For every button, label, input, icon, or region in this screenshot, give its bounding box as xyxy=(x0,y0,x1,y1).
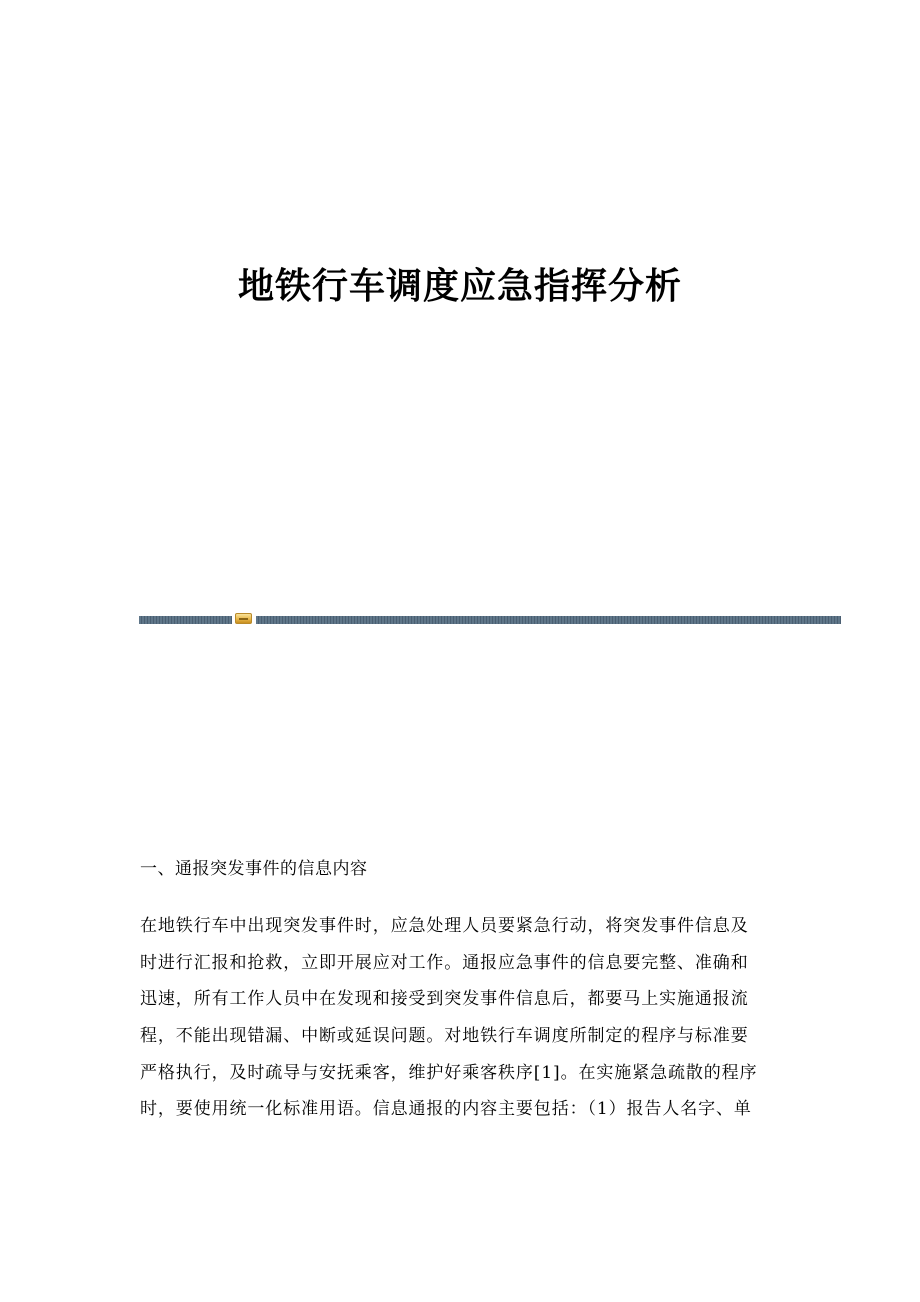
paragraph-line: 时，要使用统一化标准用语。信息通报的内容主要包括：（1）报告人名字、单 xyxy=(140,1099,752,1120)
paragraph-line: 程，不能出现错漏、中断或延误问题。对地铁行车调度所制定的程序与标准要 xyxy=(140,1026,749,1047)
page-title: 地铁行车调度应急指挥分析 xyxy=(237,266,682,307)
divider-bar-right xyxy=(256,616,841,624)
ornament-icon xyxy=(235,613,252,624)
paragraph-line: 在地铁行车中出现突发事件时，应急处理人员要紧急行动，将突发事件信息及 xyxy=(140,916,749,936)
paragraph-line: 迅速，所有工作人员中在发现和接受到突发事件信息后，都要马上实施通报流 xyxy=(140,989,749,1010)
divider-bar-left xyxy=(139,616,232,624)
title-divider xyxy=(139,612,841,626)
body-paragraph xyxy=(140,908,790,1128)
section-heading: 一、通报突发事件的信息内容 xyxy=(140,859,368,879)
paragraph-line: 严格执行，及时疏导与安抚乘客，维护好乘客秩序[1]。在实施紧急疏散的程序 xyxy=(140,1062,758,1083)
paragraph-line: 时进行汇报和抢救，立即开展应对工作。通报应急事件的信息要完整、准确和 xyxy=(140,952,749,973)
